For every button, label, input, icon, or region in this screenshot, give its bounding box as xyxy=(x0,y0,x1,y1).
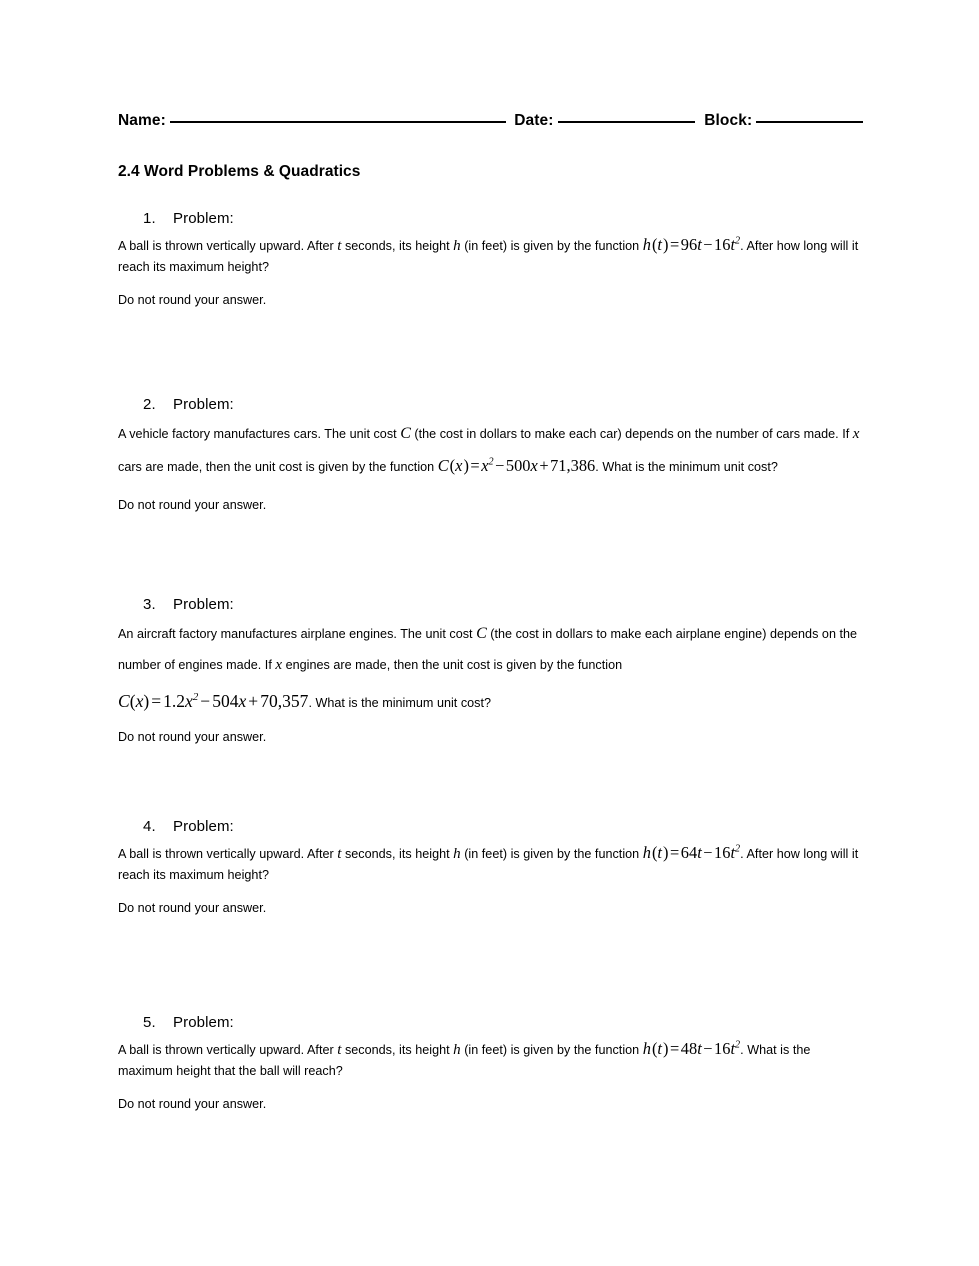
problem-3-note: Do not round your answer. xyxy=(118,730,267,745)
name-label: Name: xyxy=(118,112,166,129)
problem-3-variable-x: x xyxy=(275,657,283,673)
page-title: 2.4 Word Problems & Quadratics xyxy=(118,163,361,180)
problem-4-text-after: . After how long will it reach its maximum height? xyxy=(118,847,859,883)
problem-2-heading xyxy=(143,396,866,413)
problem-2-label: Problem: xyxy=(173,396,234,413)
problem-5-text-mid1: seconds, its height xyxy=(341,1043,454,1057)
problem-3-text-after: . What is the minimum unit cost? xyxy=(308,696,492,710)
problem-5-number: 5. xyxy=(143,1014,156,1031)
problem-3-equation-line xyxy=(118,688,866,715)
problem-1-text-mid1: seconds, its height xyxy=(341,239,454,253)
problem-5 xyxy=(118,1014,866,1114)
problem-5-text-before: A ball is thrown vertically upward. After xyxy=(118,1043,338,1057)
problem-5-heading xyxy=(143,1014,866,1031)
problem-3-number: 3. xyxy=(143,596,156,613)
date-label: Date: xyxy=(514,112,554,129)
problem-3-equation: $C(x) = 1.2x^2 - 504x + 70,357$ xyxy=(118,691,309,711)
problem-2-text xyxy=(118,418,866,483)
problem-3-heading xyxy=(143,596,866,613)
problem-5-text-after: . What is the maximum height that the ball will reach? xyxy=(118,1043,811,1079)
problem-2-text-mid2: cars are made, then the unit cost is given by the function xyxy=(118,460,438,474)
problem-1-text-before: A ball is thrown vertically upward. After xyxy=(118,239,338,253)
problem-3-text-mid2: engines are made, then the unit cost is given by the function xyxy=(282,658,623,672)
problem-4-label: Problem: xyxy=(173,818,234,835)
problem-1 xyxy=(118,210,866,310)
problem-4-text-mid1: seconds, its height xyxy=(341,847,454,861)
problem-3-variable-C: C xyxy=(476,625,487,642)
problem-4 xyxy=(118,818,866,918)
problem-4-number: 4. xyxy=(143,818,156,835)
problem-5-label: Problem: xyxy=(173,1014,234,1031)
problem-5-variable-t: t xyxy=(337,1042,342,1058)
problem-2-text-after: . What is the minimum unit cost? xyxy=(595,460,778,474)
problem-5-equation: $h(t)=48t-16t^2$ xyxy=(642,1039,741,1058)
problem-1-equation: $h(t)=96t-16t^2$ xyxy=(642,235,741,254)
problem-2-variable-C: C xyxy=(400,425,411,442)
problem-1-variable-t: t xyxy=(337,238,342,254)
block-blank-line[interactable] xyxy=(756,120,863,123)
problem-2 xyxy=(118,396,866,515)
problem-2-text-before: A vehicle factory manufactures cars. The unit cost xyxy=(118,427,401,441)
date-blank-line[interactable] xyxy=(558,120,696,123)
problem-3-text xyxy=(118,618,866,680)
problem-1-number: 1. xyxy=(143,210,156,227)
name-blank-line[interactable] xyxy=(170,120,506,123)
problem-1-text-mid2: (in feet) is given by the function xyxy=(460,239,643,253)
problem-1-text-after: . After how long will it reach its maximum height? xyxy=(118,239,859,275)
problem-4-variable-h: h xyxy=(453,846,461,862)
problem-1-variable-h: h xyxy=(453,238,461,254)
problem-1-note: Do not round your answer. xyxy=(118,292,267,307)
problem-5-note: Do not round your answer. xyxy=(118,1096,267,1111)
problem-4-note: Do not round your answer. xyxy=(118,900,267,915)
problem-3 xyxy=(118,596,866,748)
student-info-header xyxy=(118,112,863,138)
problem-4-text-before: A ball is thrown vertically upward. After xyxy=(118,847,338,861)
problem-3-text-mid1: (the cost in dollars to make each airplane engine) depends on the number of engines made. If xyxy=(118,627,858,672)
problem-5-text-mid2: (in feet) is given by the function xyxy=(460,1043,643,1057)
problem-4-variable-t: t xyxy=(337,846,342,862)
problem-2-variable-x: x xyxy=(852,426,860,442)
problem-3-text-before: An aircraft factory manufactures airplane engines. The unit cost xyxy=(118,627,477,641)
problem-2-note: Do not round your answer. xyxy=(118,497,267,512)
problem-2-number: 2. xyxy=(143,396,156,413)
problem-4-equation: $h(t)=64t-16t^2$ xyxy=(642,843,741,862)
problem-4-text xyxy=(118,840,866,886)
problem-1-text xyxy=(118,232,866,278)
problem-2-equation: $C(x)=x^2-500x+71,386$ xyxy=(437,456,596,475)
problem-4-heading xyxy=(143,818,866,835)
problem-5-variable-h: h xyxy=(453,1042,461,1058)
problem-4-text-mid2: (in feet) is given by the function xyxy=(460,847,643,861)
problem-3-label: Problem: xyxy=(173,596,234,613)
block-label: Block: xyxy=(704,112,753,129)
problem-5-text xyxy=(118,1036,866,1082)
problem-1-heading xyxy=(143,210,866,227)
problem-1-label: Problem: xyxy=(173,210,234,227)
problem-2-text-mid1: (the cost in dollars to make each car) depends on the number of cars made. If xyxy=(410,427,853,441)
